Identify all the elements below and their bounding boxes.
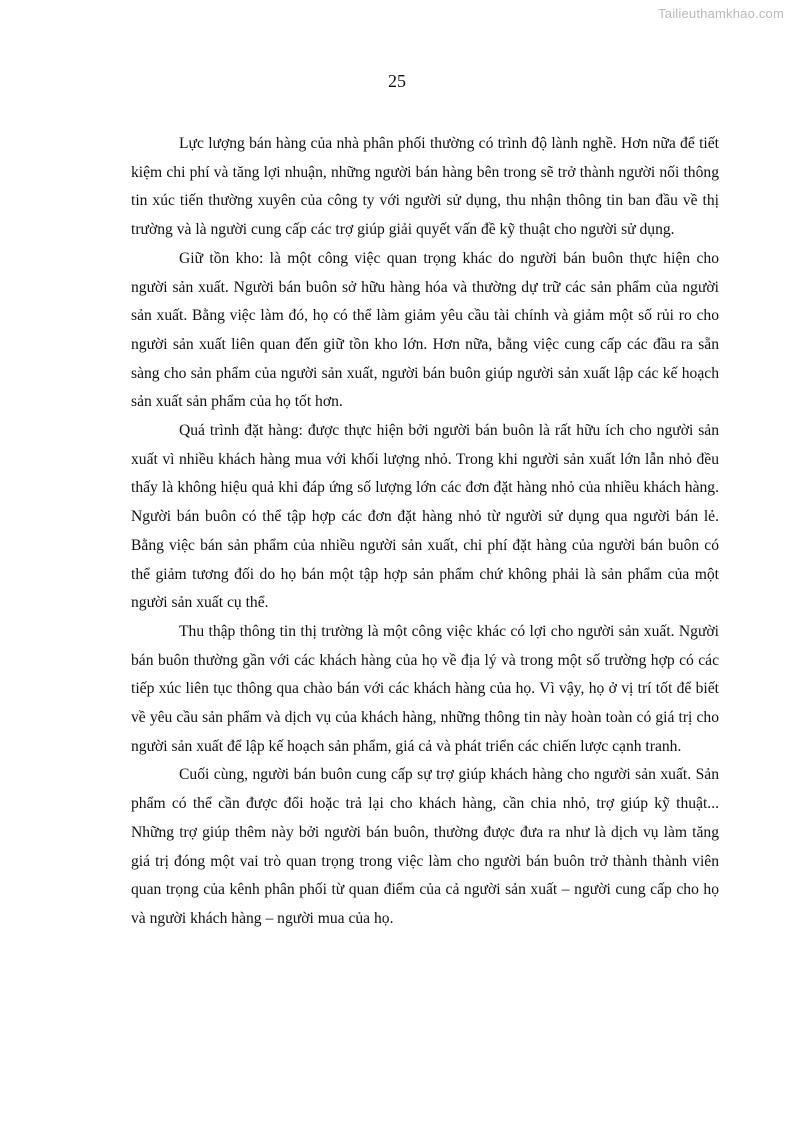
paragraph-customer-support: Cuối cùng, người bán buôn cung cấp sự trợ giúp khách hàng cho người sản xuất. Sản phẩm có thể cần được đổi hoặc trả lại cho khách hàng, cần chia nhỏ, trợ giúp kỹ thuật... Những trợ giúp thêm này bởi người bán buôn, thường được đưa ra như là dịch vụ làm tăng giá trị đóng một vai trò quan trọng trong việc làm cho người bán buôn trở thành thành viên quan trọng của kênh phân phối từ quan điểm của cả người sản xuất – người cung cấp cho họ và người khách hàng – người mua của họ. xyxy=(131,766,719,927)
paragraph-market-info: Thu thập thông tin thị trường là một công việc khác có lợi cho người sản xuất. Người bán buôn thường gần với các khách hàng của họ về địa lý và trong một số trường hợp có các tiếp xúc liên tục thông qua chào bán với các khách hàng của họ. Vì vậy, họ ở vị trí tốt để biết về yêu cầu sản phẩm và dịch vụ của khách hàng, những thông tin này hoàn toàn có giá trị cho người sản xuất để lập kế hoạch sản phẩm, giá cả và phát triển các chiến lược cạnh tranh. xyxy=(131,622,719,755)
paragraph-inventory: Giữ tồn kho: là một công việc quan trọng khác do người bán buôn thực hiện cho người sản xuất. Người bán buôn sở hữu hàng hóa và thường dự trữ các sản phẩm của người sản xuất. Bằng việc làm đó, họ có thể làm giảm yêu cầu tài chính và giảm một số rủi ro cho người sản xuất liên quan đến giữ tồn kho lớn. Hơn nữa, bằng việc cung cấp các đầu ra sẵn sàng cho sản phẩm của người sản xuất, người bán buôn giúp người sản xuất lập các kế hoạch sản xuất sản phẩm của họ tốt hơn. xyxy=(131,249,719,411)
watermark-text: Tailieuthamkhao.com xyxy=(658,6,784,21)
document-body xyxy=(131,130,719,934)
page-number: 25 xyxy=(388,71,406,91)
paragraph-sales-force: Lực lượng bán hàng của nhà phân phối thường có trình độ lành nghề. Hơn nữa để tiết kiệm chi phí và tăng lợi nhuận, những người bán hàng bên trong sẽ trở thành người nối thông tin xúc tiến thường xuyên của công ty với người sử dụng, thu nhận thông tin ban đầu về thị trường và là người cung cấp các trợ giúp giải quyết vấn đề kỹ thuật cho người sử dụng. xyxy=(131,135,719,239)
paragraph-ordering: Quá trình đặt hàng: được thực hiện bởi người bán buôn là rất hữu ích cho người sản xuất vì nhiều khách hàng mua với khối lượng nhỏ. Trong khi người sản xuất lớn lẫn nhỏ đều thấy là không hiệu quả khi đáp ứng số lượng lớn các đơn đặt hàng nhỏ của nhiều khách hàng. Người bán buôn có thể tập hợp các đơn đặt hàng nhỏ từ người sử dụng qua người bán lẻ. Bằng việc bán sản phẩm của nhiều người sản xuất, chi phí đặt hàng của người bán buôn có thể giảm tương đối do họ bán một tập hợp sản phẩm chứ không phải là sản phẩm của một người sản xuất cụ thể. xyxy=(131,422,719,612)
